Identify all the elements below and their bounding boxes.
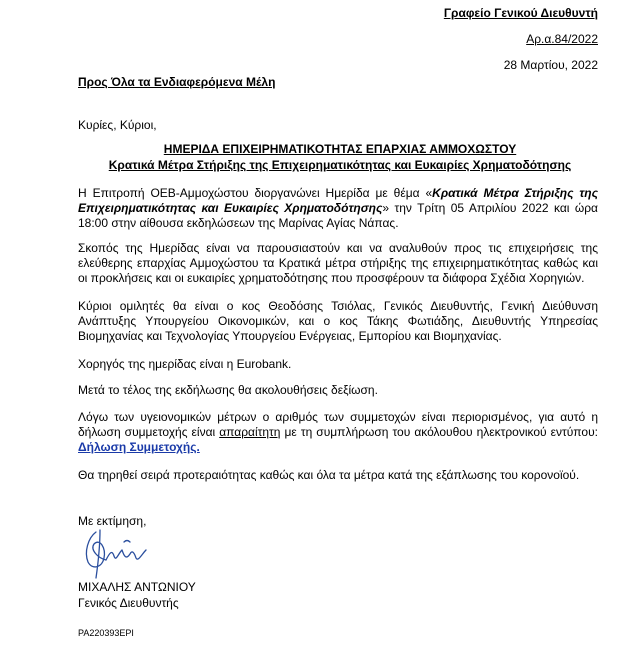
reference-number: Αρ.α.84/2022	[526, 32, 598, 46]
registration-text-mid: με τη συμπλήρωση του ακόλουθου ηλεκτρονικού εντύπου:	[280, 425, 598, 439]
paragraph-reception: Μετά το τέλος της εκδήλωσης θα ακολουθήσεις δεξίωση.	[78, 383, 378, 397]
registration-required: απαραίτητη	[219, 425, 281, 439]
paragraph-registration	[78, 410, 598, 455]
intro-theme: Κρατικά Μέτρα Στήριξης της Επιχειρηματικότητας και Ευκαιρίες Χρηματοδότησης	[78, 186, 599, 215]
paragraph-purpose: Σκοπός της Ημερίδας είναι να παρουσιαστούν και να αναλυθούν προς τις επιχειρήσεις της ελεύθερης επαρχίας Αμμοχώστου τα Κρατικά μέτρα στήριξης της επιχειρηματικότητας καθώς και οι προκλήσεις και οι ευκαιρίες χρηματοδότησης που προσφέρουν τα διάφορα Σχέδια Χορηγιών.	[78, 241, 598, 285]
letter-date: 28 Μαρτίου, 2022	[503, 58, 598, 72]
signatory-position: Γενικός Διευθυντής	[78, 596, 179, 610]
signature-image	[78, 524, 168, 582]
salutation: Κυρίες, Κύριοι,	[78, 118, 157, 132]
paragraph-intro	[78, 186, 598, 231]
intro-text-end: » την Τρίτη 05 Απριλίου 2022 και ώρα 18:00 στην αίθουσα εκδηλώσεων της Μαρίνας Αγίας Νάπας.	[78, 201, 598, 230]
closing-regards: Με εκτίμηση,	[78, 514, 147, 528]
intro-text-start: Η Επιτροπή ΟΕΒ-Αμμοχώστου διοργανώνει Ημερίδα με θέμα «	[78, 186, 433, 200]
paragraph-sponsor: Χορηγός της ημερίδας είναι η Eurobank.	[78, 357, 292, 371]
registration-link[interactable]: Δήλωση Συμμετοχής.	[78, 440, 200, 454]
registration-text-start: Λόγω των υγειονομικών μέτρων ο αριθμός των συμμετοχών είναι περιορισμένος, για αυτό η δήλωση συμμετοχής είναι	[78, 410, 598, 439]
recipient: Προς Όλα τα Ενδιαφερόμενα Μέλη	[78, 75, 276, 89]
document-code: PA220393EPI	[78, 628, 134, 638]
title-line-1: ΗΜΕΡΙΔΑ ΕΠΙΧΕΙΡΗΜΑΤΙΚΟΤΗΤΑΣ ΕΠΑΡΧΙΑΣ ΑΜΜΟΧΩΣΤΟΥ	[163, 142, 517, 156]
paragraph-measures: Θα τηρηθεί σειρά προτεραιότητας καθώς και όλα τα μέτρα κατά της εξάπλωσης του κορονοϊού.	[78, 468, 580, 482]
paragraph-speakers: Κύριοι ομιλητές θα είναι ο κος Θεοδόσης Τσιόλας, Γενικός Διευθυντής, Γενική Διεύθυνση Ανάπτυξης Υπουργείου Οικονομικών, και ο κος Τάκης Φωτιάδης, Διευθυντής Υπηρεσίας Βιομηχανίας και Τεχνολογίας Υπουργείου Ενέργειας, Εμπορίου και Βιομηχανίας.	[78, 299, 598, 343]
office-heading: Γραφείο Γενικού Διευθυντή	[443, 6, 598, 20]
signatory-name: ΜΙΧΑΛΗΣ ΑΝΤΩΝΙΟΥ	[78, 580, 196, 594]
title-line-2: Κρατικά Μέτρα Στήριξης της Επιχειρηματικότητας και Ευκαιρίες Χρηματοδότησης	[108, 158, 572, 172]
